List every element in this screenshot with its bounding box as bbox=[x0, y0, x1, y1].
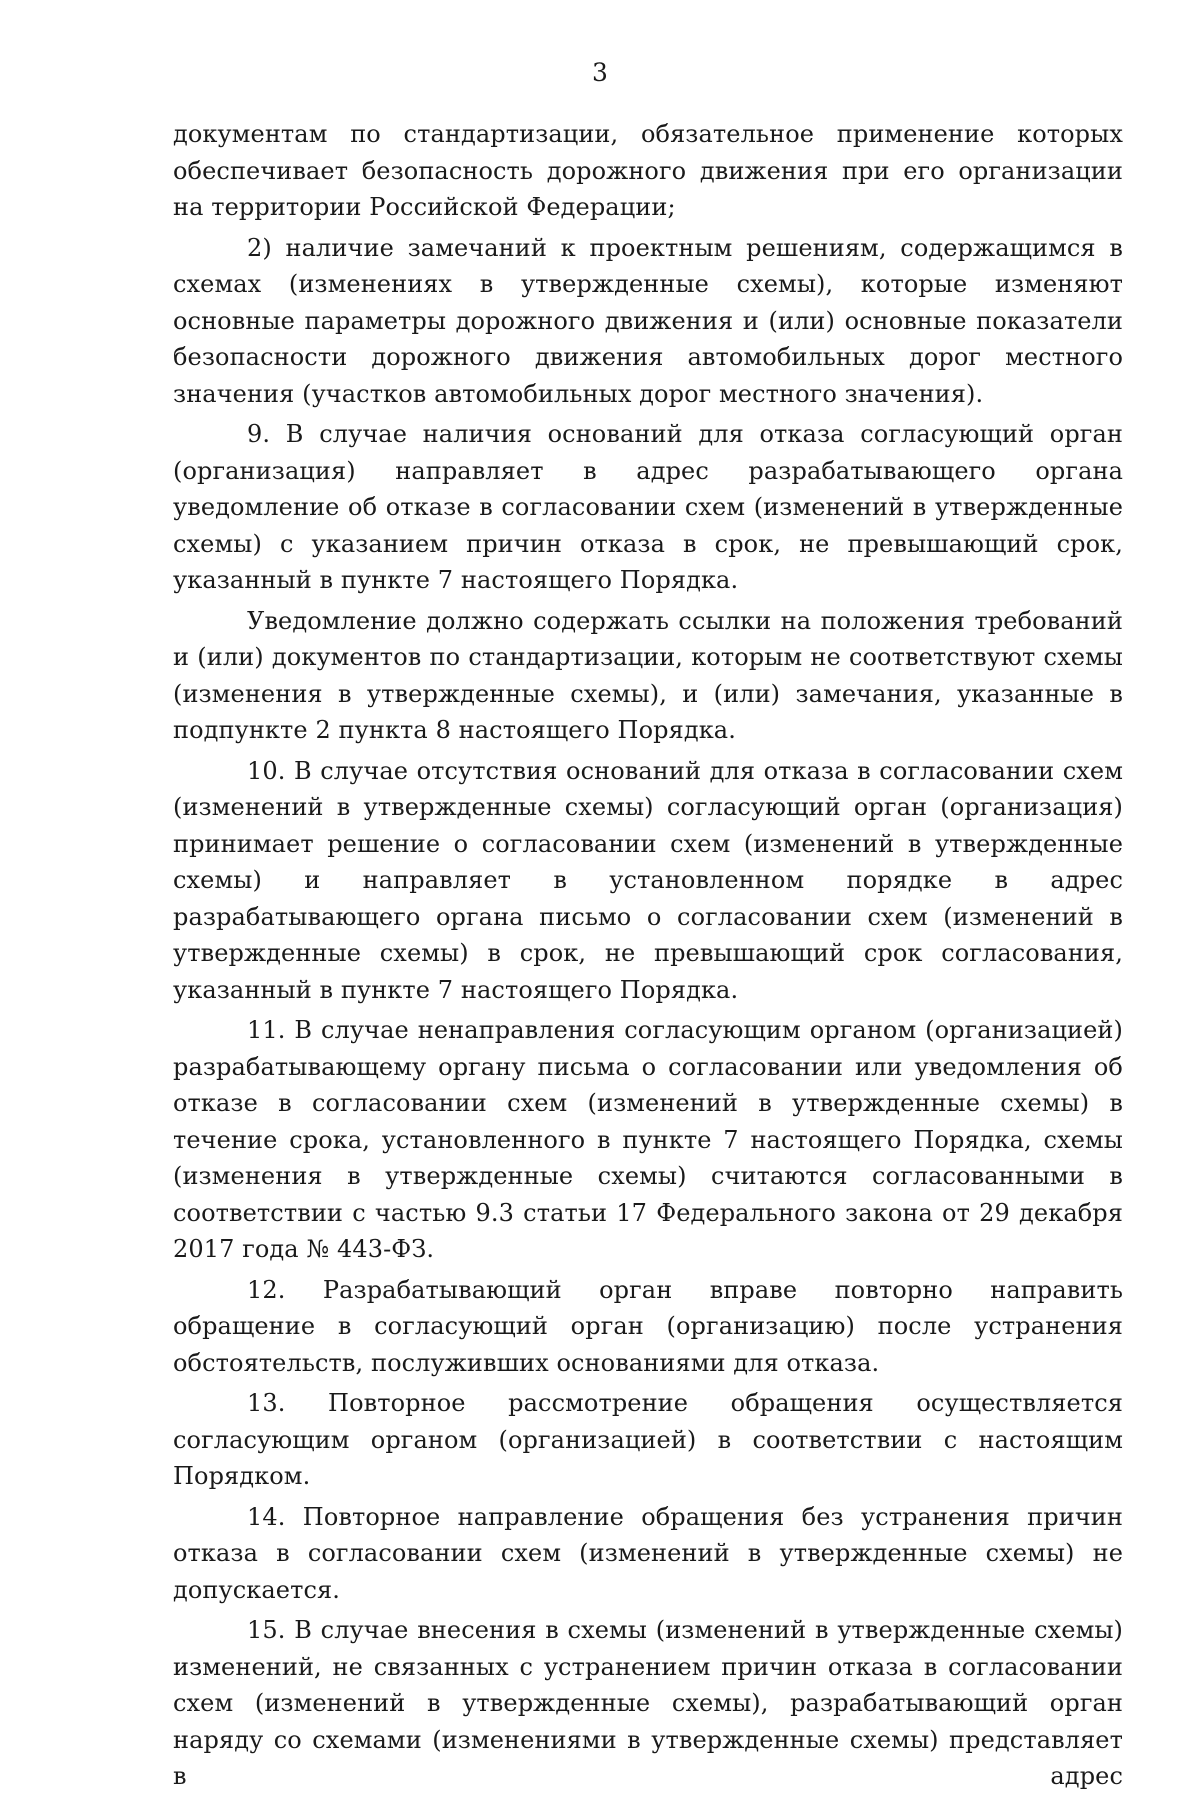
paragraph-continuation: документам по стандартизации, обязательное применение которых обеспечивает безопасность дорожного движения при его организации на территории Российской Федерации; bbox=[173, 120, 1123, 221]
paragraph-item-15: 15. В случае внесения в схемы (изменений в утвержденные схемы) изменений, не связанных с устранением причин отказа в согласовании схем (изменений в утвержденные схемы), разрабатывающий орган наряду со схемами (изменениями в утвержденные схемы) представляет в адрес bbox=[173, 1616, 1123, 1790]
paragraph-notice-content: Уведомление должно содержать ссылки на положения требований и (или) документов по стандартизации, которым не соответствуют схемы (изменения в утвержденные схемы), и (или) замечания, указанные в подпункте 2 пункта 8 настоящего Порядка. bbox=[173, 606, 1123, 744]
paragraph-item-13: 13. Повторное рассмотрение обращения осуществляется согласующим органом (организацией) в соответствии с настоящим Порядком. bbox=[173, 1389, 1123, 1490]
paragraph-item-10: 10. В случае отсутствия оснований для отказа в согласовании схем (изменений в утвержденные схемы) согласующий орган (организация) принимает решение о согласовании схем (изменений в утвержденные схемы) и направляет в установленном порядке в адрес разрабатывающего органа письмо о согласовании схем (изменений в утвержденные схемы) в срок, не превышающий срок согласования, указанный в пункте 7 настоящего Порядка. bbox=[173, 756, 1123, 1004]
paragraph-item-12: 12. Разрабатывающий орган вправе повторно направить обращение в согласующий орган (организацию) после устранения обстоятельств, послуживших основаниями для отказа. bbox=[173, 1275, 1123, 1377]
paragraph-subitem-2: 2) наличие замечаний к проектным решениям, содержащимся в схемах (изменениях в утвержденные схемы), которые изменяют основные параметры дорожного движения и (или) основные показатели безопасности дорожного движения автомобильных дорог местного значения (участков автомобильных дорог местного значения). bbox=[173, 233, 1123, 408]
paragraph-item-9: 9. В случае наличия оснований для отказа согласующий орган (организация) направляет в адрес разрабатывающего органа уведомление об отказе в согласовании схем (изменений в утвержденные схемы) с указанием причин отказа в срок, не превышающий срок, указанный в пункте 7 настоящего Порядка. bbox=[173, 420, 1123, 594]
page-number: 3 bbox=[592, 58, 608, 87]
paragraph-item-11: 11. В случае ненаправления согласующим органом (организацией) разрабатывающему органу письма о согласовании или уведомления об отказе в согласовании схем (изменений в утвержденные схемы) в течение срока, установленного в пункте 7 настоящего Порядка, схемы (изменения в утвержденные схемы) считаются согласованными в соответствии с частью 9.3 статьи 17 Федерального закона от 29 декабря 2017 года № 443-ФЗ. bbox=[173, 1016, 1123, 1263]
paragraph-item-14: 14. Повторное направление обращения без устранения причин отказа в согласовании схем (изменений в утвержденные схемы) не допускается. bbox=[173, 1502, 1123, 1604]
document-body bbox=[173, 116, 1123, 1795]
